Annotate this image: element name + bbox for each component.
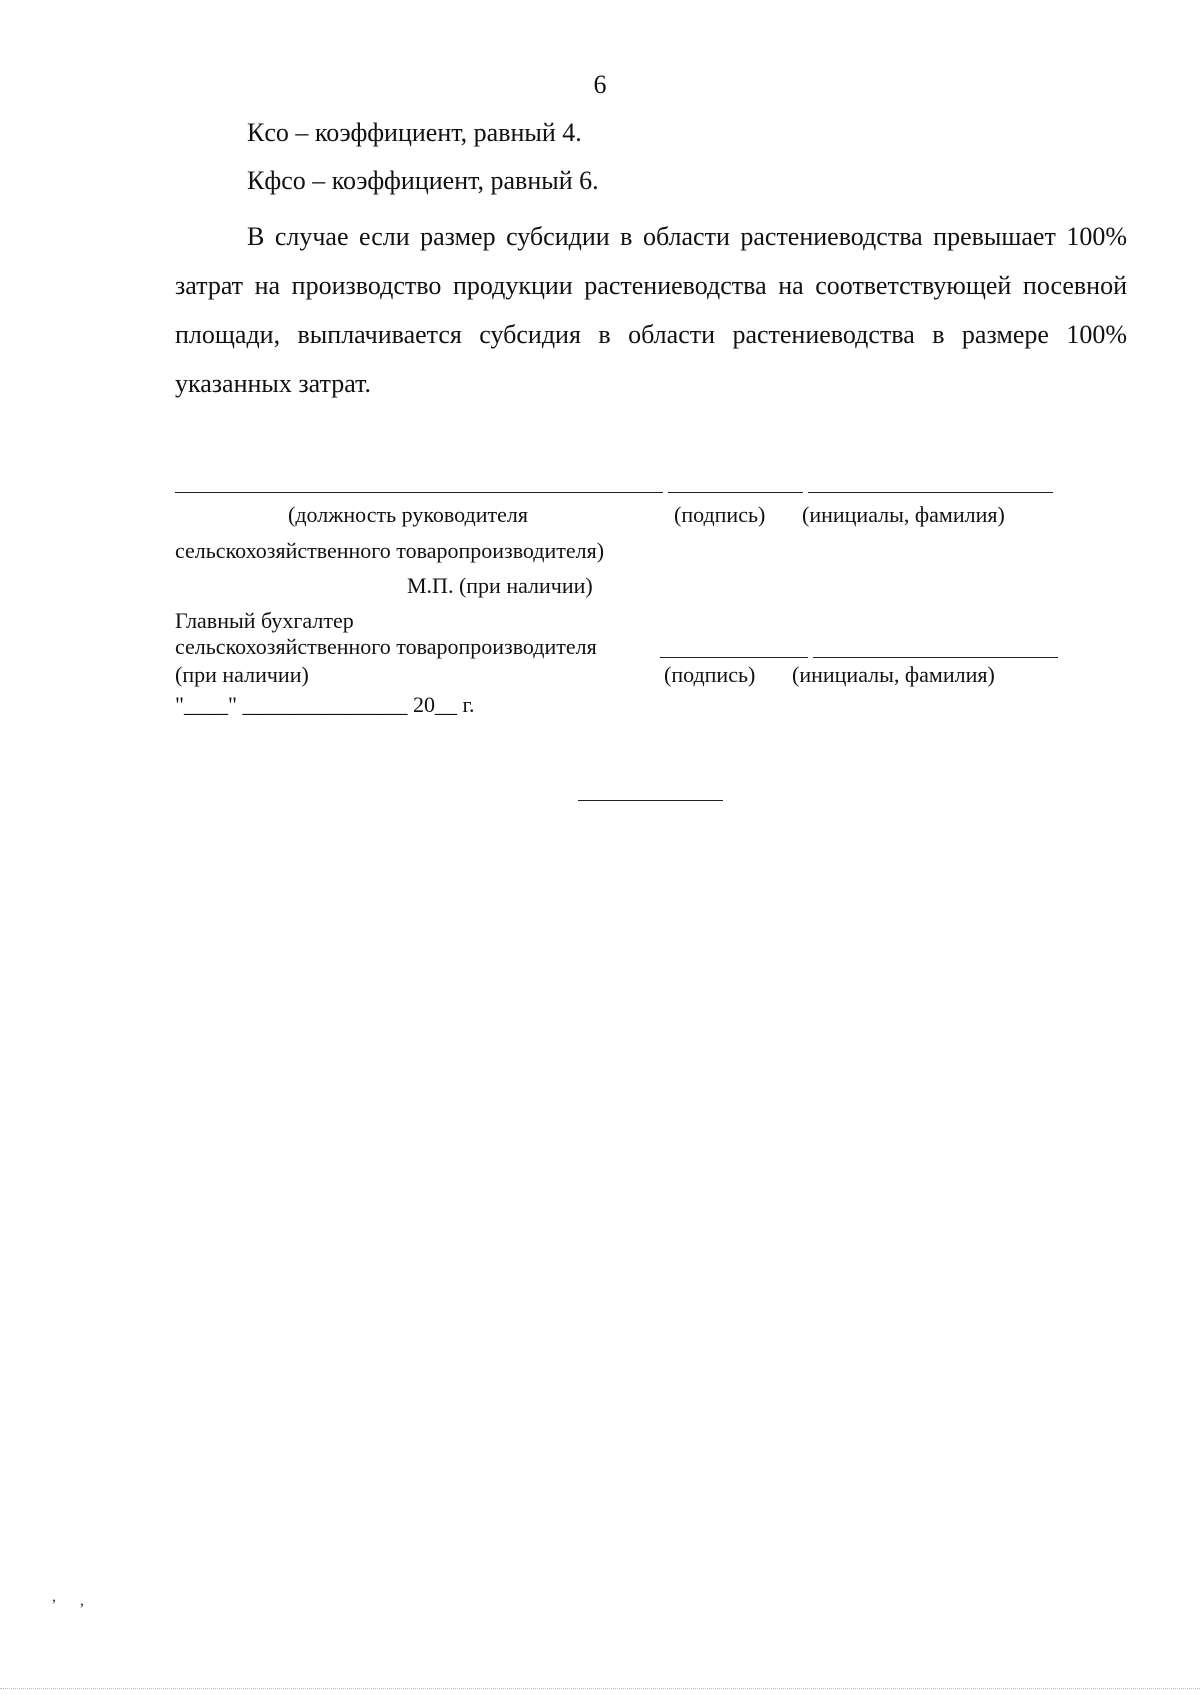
date-line: "____" _______________ 20__ г. <box>175 692 475 717</box>
head-initials-label: (инициалы, фамилия) <box>802 502 1005 527</box>
accountant-signature-label: (подпись) <box>664 662 756 687</box>
head-initials-line <box>808 492 1053 493</box>
head-signature-label: (подпись) <box>674 502 766 527</box>
subsidy-cap-paragraph: В случае если размер субсидии в области растениеводства превышает 100% затрат на производство продукции растениеводства на соответствующей посевной площади, выплачивается субсидия в области растениеводства в размере 100% указанных затрат. <box>175 222 1127 398</box>
end-of-document-rule <box>578 800 723 801</box>
head-position-line <box>175 492 663 493</box>
head-signature-line <box>668 492 803 493</box>
scan-speck: , <box>80 1592 84 1609</box>
seal-label: М.П. (при наличии) <box>407 573 593 598</box>
accountant-title: Главный бухгалтер <box>175 608 354 633</box>
scan-edge-noise <box>0 1688 1200 1689</box>
accountant-initials-label: (инициалы, фамилия) <box>792 662 995 687</box>
scan-speck: , <box>52 1588 56 1605</box>
kfso-definition: Кфсо – коэффициент, равный 6. <box>247 166 599 195</box>
head-position-label-cont: сельскохозяйственного товаропроизводителя) <box>175 538 605 563</box>
accountant-title-cont: сельскохозяйственного товаропроизводителя <box>175 634 597 659</box>
accountant-initials-line <box>813 657 1058 658</box>
kso-definition: Кco – коэффициент, равный 4. <box>247 118 582 147</box>
page-number: 6 <box>593 70 607 99</box>
accountant-signature-line <box>660 657 808 658</box>
head-position-label: (должность руководителя <box>288 502 528 527</box>
accountant-optional-label: (при наличии) <box>175 662 309 687</box>
